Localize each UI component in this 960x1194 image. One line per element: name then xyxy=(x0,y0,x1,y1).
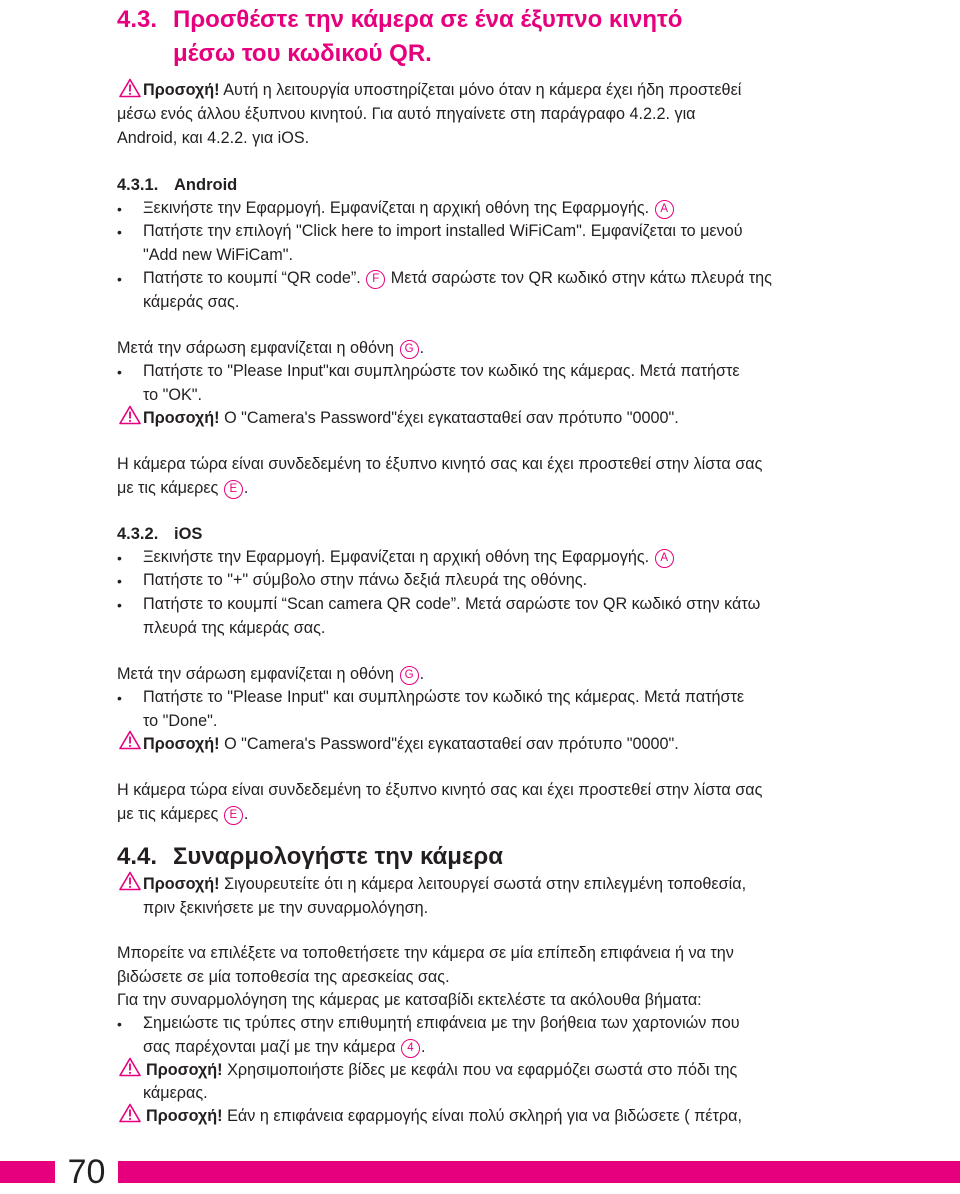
connected-line-cont: με τις κάμερες E . xyxy=(117,805,249,823)
warning-label: Προσοχή! xyxy=(146,1061,223,1079)
section-title: Συναρμολογήστε την κάμερα xyxy=(173,843,503,870)
warning-line xyxy=(143,873,746,895)
warning-line xyxy=(143,407,679,429)
list-item-cont: το "OK". xyxy=(143,386,203,404)
warning-icon xyxy=(119,78,141,98)
subsection-4-3-1-heading xyxy=(117,174,237,196)
warning-text-line3: Android, και 4.2.2. για iOS. xyxy=(117,129,310,147)
paragraph-line: βιδώσετε σε μία τοποθεσία της αρεσκείας σας. xyxy=(117,968,450,986)
subsection-number: 4.3.2. xyxy=(117,525,159,543)
warning-text: Χρησιμοποιήστε βίδες με κεφάλι που να εφαρμόζει σωστά στο πόδι της xyxy=(227,1061,738,1079)
warning-icon xyxy=(119,730,141,750)
screen-ref-badge: A xyxy=(655,200,674,219)
list-item-cont: σας παρέχονται μαζί με την κάμερα 4 . xyxy=(143,1038,426,1056)
bullet-dot: • xyxy=(117,271,122,287)
bullet-dot: • xyxy=(117,364,122,380)
list-item-text: Ξεκινήστε την Εφαρμογή. Εμφανίζεται η αρχική οθόνη της Εφαρμογής. xyxy=(143,548,650,566)
warning-line xyxy=(143,79,741,101)
section-4-3-heading xyxy=(117,5,682,35)
warning-label: Προσοχή! xyxy=(143,409,220,427)
warning-label: Προσοχή! xyxy=(143,81,220,99)
warning-line xyxy=(143,733,679,755)
warning-label: Προσοχή! xyxy=(146,1107,223,1125)
warning-text: Ο "Camera's Password"έχει εγκατασταθεί σαν πρότυπο "0000". xyxy=(224,409,679,427)
bullet-dot: • xyxy=(117,224,122,240)
connected-line-cont: με τις κάμερες E . xyxy=(117,479,249,497)
paragraph-line: Μπορείτε να επιλέξετε να τοποθετήσετε την κάμερα σε μία επίπεδη επιφάνεια ή να την xyxy=(117,944,734,962)
warning-icon xyxy=(119,1103,141,1123)
footer-bar xyxy=(0,1161,960,1183)
bullet-dot: • xyxy=(117,201,122,217)
list-item-cont: το "Done". xyxy=(143,712,218,730)
section-4-3-heading-cont: μέσω του κωδικού QR. xyxy=(173,40,432,67)
section-title: Προσθέστε την κάμερα σε ένα έξυπνο κινητό xyxy=(173,6,683,33)
connected-text: με τις κάμερες xyxy=(117,479,219,497)
warning-label: Προσοχή! xyxy=(143,735,220,753)
list-item: Πατήστε το "+" σύμβολο στην πάνω δεξιά πλευρά της οθόνης. xyxy=(143,571,588,589)
section-4-4-heading xyxy=(117,842,503,872)
warning-text-line2: κάμερας. xyxy=(143,1084,208,1102)
list-item: Πατήστε το "Please Input"και συμπληρώστε τον κωδικό της κάμερας. Μετά πατήστε xyxy=(143,362,740,380)
list-item xyxy=(143,197,675,219)
screen-ref-badge: E xyxy=(224,806,243,825)
list-item-text: Πατήστε το κουμπί “QR code”. xyxy=(143,269,361,287)
screen-ref-badge: F xyxy=(366,270,385,289)
screen-ref-badge: 4 xyxy=(401,1039,420,1058)
warning-icon xyxy=(119,405,141,425)
warning-text: Σιγουρευτείτε ότι η κάμερα λειτουργεί σωστά στην επιλεγμένη τοποθεσία, xyxy=(224,875,747,893)
page-number: 70 xyxy=(67,1153,106,1191)
warning-text: Εάν η επιφάνεια εφαρμογής είναι πολύ σκληρή για να βιδώσετε ( πέτρα, xyxy=(227,1107,742,1125)
warning-line xyxy=(146,1105,742,1127)
warning-text-line2: μέσω ενός άλλου έξυπνου κινητού. Για αυτό πηγαίνετε στη παράγραφο 4.2.2. για xyxy=(117,105,696,123)
list-item-text: σας παρέχονται μαζί με την κάμερα xyxy=(143,1038,396,1056)
paragraph-line: Για την συναρμολόγηση της κάμερας με κατσαβίδι εκτελέστε τα ακόλουθα βήματα: xyxy=(117,991,702,1009)
subsection-number: 4.3.1. xyxy=(117,176,159,194)
warning-label: Προσοχή! xyxy=(143,875,220,893)
screen-ref-badge: E xyxy=(224,480,243,499)
list-item-cont: κάμεράς σας. xyxy=(143,293,240,311)
subsection-4-3-2-heading xyxy=(117,523,202,545)
warning-icon xyxy=(119,1057,141,1077)
after-scan-line: Μετά την σάρωση εμφανίζεται η οθόνη G . xyxy=(117,665,425,683)
connected-text: με τις κάμερες xyxy=(117,805,219,823)
warning-text-line2: πριν ξεκινήσετε με την συναρμολόγηση. xyxy=(143,899,429,917)
bullet-dot: • xyxy=(117,550,122,566)
list-item xyxy=(143,267,772,289)
section-number: 4.4. xyxy=(117,843,158,870)
list-item: Σημειώστε τις τρύπες στην επιθυμητή επιφάνεια με την βοήθεια των χαρτονιών που xyxy=(143,1014,740,1032)
list-item: Πατήστε την επιλογή "Click here to import installed WiFiCam". Εμφανίζεται το μενού xyxy=(143,222,743,240)
warning-icon xyxy=(119,871,141,891)
list-item xyxy=(143,546,675,568)
list-item: Πατήστε το κουμπί “Scan camera QR code”. Μετά σαρώστε τον QR κωδικό στην κάτω xyxy=(143,595,761,613)
screen-ref-badge: G xyxy=(400,340,419,359)
warning-line xyxy=(146,1059,737,1081)
list-item: Πατήστε το "Please Input" και συμπληρώστε τον κωδικό της κάμερας. Μετά πατήστε xyxy=(143,688,745,706)
subsection-title: Android xyxy=(174,176,238,194)
subsection-title: iOS xyxy=(174,525,203,543)
list-item-cont: πλευρά της κάμεράς σας. xyxy=(143,619,326,637)
list-item-cont: "Add new WiFiCam". xyxy=(143,246,294,264)
list-item-text: Ξεκινήστε την Εφαρμογή. Εμφανίζεται η αρχική οθόνη της Εφαρμογής. xyxy=(143,199,650,217)
warning-text: Ο "Camera's Password"έχει εγκατασταθεί σαν πρότυπο "0000". xyxy=(224,735,679,753)
after-scan-line: Μετά την σάρωση εμφανίζεται η οθόνη G . xyxy=(117,339,425,357)
list-item-text: Μετά σαρώστε τον QR κωδικό στην κάτω πλευρά της xyxy=(390,269,772,287)
after-scan-text: Μετά την σάρωση εμφανίζεται η οθόνη xyxy=(117,339,395,357)
connected-line: Η κάμερα τώρα είναι συνδεδεμένη το έξυπνο κινητό σας και έχει προστεθεί στην λίστα σας xyxy=(117,781,763,799)
bullet-dot: • xyxy=(117,597,122,613)
bullet-dot: • xyxy=(117,573,122,589)
section-number: 4.3. xyxy=(117,6,158,33)
connected-line: Η κάμερα τώρα είναι συνδεδεμένη το έξυπνο κινητό σας και έχει προστεθεί στην λίστα σας xyxy=(117,455,763,473)
bullet-dot: • xyxy=(117,1016,122,1032)
screen-ref-badge: A xyxy=(655,549,674,568)
screen-ref-badge: G xyxy=(400,666,419,685)
warning-text: Αυτή η λειτουργία υποστηρίζεται μόνο όταν η κάμερα έχει ήδη προστεθεί xyxy=(223,81,742,99)
bullet-dot: • xyxy=(117,690,122,706)
after-scan-text: Μετά την σάρωση εμφανίζεται η οθόνη xyxy=(117,665,395,683)
